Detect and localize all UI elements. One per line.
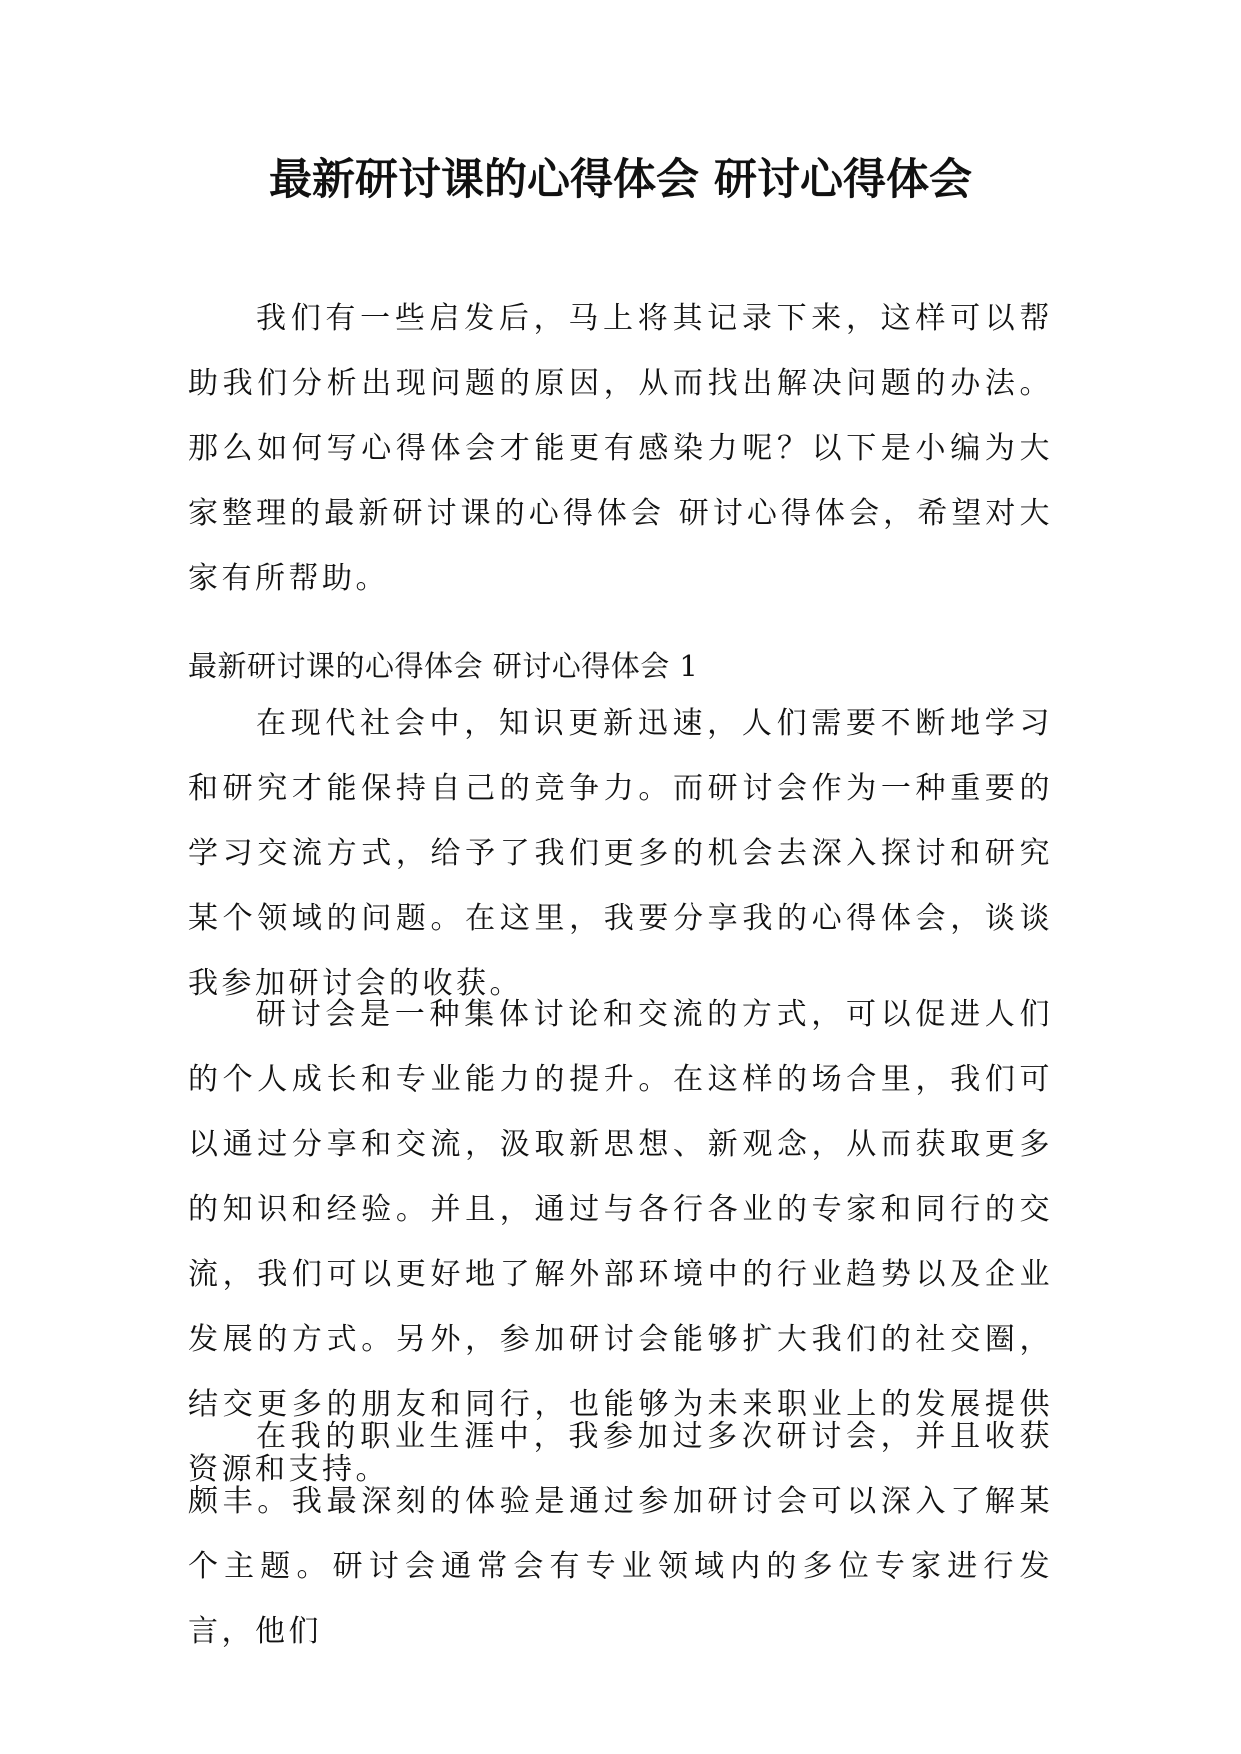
body-paragraph: 在现代社会中，知识更新迅速，人们需要不断地学习和研究才能保持自己的竞争力。而研讨会作为一种重要的学习交流方式，给予了我们更多的机会去深入探讨和研究某个领域的问题。在这里，我要分享我的心得体会，谈谈我参加研讨会的收获。 (188, 706, 1053, 1001)
document-title: 最新研讨课的心得体会 研讨心得体会 (269, 155, 972, 205)
intro-paragraph: 我们有一些启发后，马上将其记录下来，这样可以帮助我们分析出现问题的原因，从而找出解决问题的办法。那么如何写心得体会才能更有感染力呢？以下是小编为大家整理的最新研讨课的心得体会 研讨心得体会，希望对大家有所帮助。 (188, 301, 1053, 596)
section-heading: 最新研讨课的心得体会 研讨心得体会 1 (188, 649, 699, 683)
body-paragraph: 研讨会是一种集体讨论和交流的方式，可以促进人们的个人成长和专业能力的提升。在这样的场合里，我们可以通过分享和交流，汲取新思想、新观念，从而获取更多的知识和经验。并且，通过与各行各业的专家和同行的交流，我们可以更好地了解外部环境中的行业趋势以及企业发展的方式。另外，参加研讨会能够扩大我们的社交圈，结交更多的朋友和同行，也能够为未来职业上的发展提供资源和支持。 (188, 997, 1053, 1487)
body-paragraph: 在我的职业生涯中，我参加过多次研讨会，并且收获颇丰。我最深刻的体验是通过参加研讨会可以深入了解某个主题。研讨会通常会有专业领域内的多位专家进行发言，他们 (188, 1419, 1053, 1649)
